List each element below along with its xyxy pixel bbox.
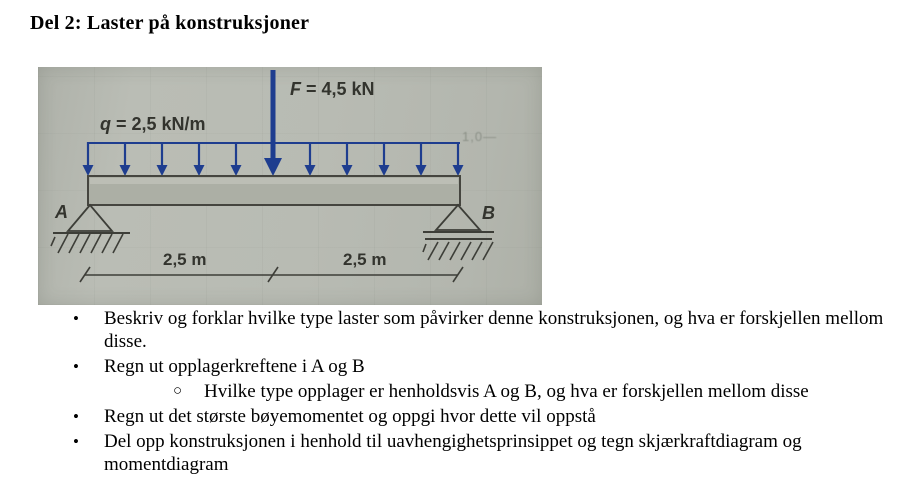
point-load-label <box>290 79 375 100</box>
f-value: = 4,5 kN <box>301 79 375 99</box>
circle-marker: ○ <box>173 383 183 399</box>
bullet-marker: • <box>73 432 79 451</box>
dimension-label-right: 2,5 m <box>343 250 387 269</box>
q-value: = 2,5 kN/m <box>111 114 206 134</box>
beam <box>88 176 460 205</box>
support-b-label: B <box>482 203 495 223</box>
task-text: Regn ut opplagerkreftene i A og B <box>104 356 365 377</box>
dimension-label-left: 2,5 m <box>163 250 207 269</box>
page-title: Del 2: Laster på konstruksjoner <box>30 12 310 34</box>
task-item-support-types <box>173 380 888 403</box>
task-text: Regn ut det største bøyemomentet og oppgi hvor dette vil oppstå <box>104 406 596 427</box>
beam-diagram-drawing <box>38 67 542 305</box>
task-text: Del opp konstruksjonen i henhold til uavhengighetsprinsippet og tegn skjærkraftdiagram og momentdiagram <box>104 431 802 475</box>
bullet-marker: • <box>73 407 79 426</box>
bullet-marker: • <box>73 309 79 328</box>
task-text: Hvilke type opplager er henholdsvis A og B, og hva er forskjellen mellom disse <box>204 381 809 402</box>
point-load-arrow <box>264 70 282 176</box>
f-symbol: F <box>290 79 301 99</box>
distributed-load-label <box>100 114 206 135</box>
task-item-loads <box>73 307 888 353</box>
beam-diagram-photo <box>38 67 542 305</box>
support-a-label: A <box>55 202 68 222</box>
task-item-diagrams <box>73 430 888 476</box>
task-item-reactions <box>73 355 888 378</box>
ghost-bleedthrough-text: 1,0— <box>462 129 498 144</box>
exam-page <box>0 12 911 481</box>
task-item-bending-moment <box>73 405 888 428</box>
bullet-marker: • <box>73 357 79 376</box>
dimension-line <box>80 267 463 282</box>
task-list <box>73 307 888 478</box>
q-symbol: q <box>100 114 111 134</box>
task-text: Beskriv og forklar hvilke type laster som påvirker denne konstruksjonen, og hva er forskjellen mellom disse. <box>104 308 884 352</box>
